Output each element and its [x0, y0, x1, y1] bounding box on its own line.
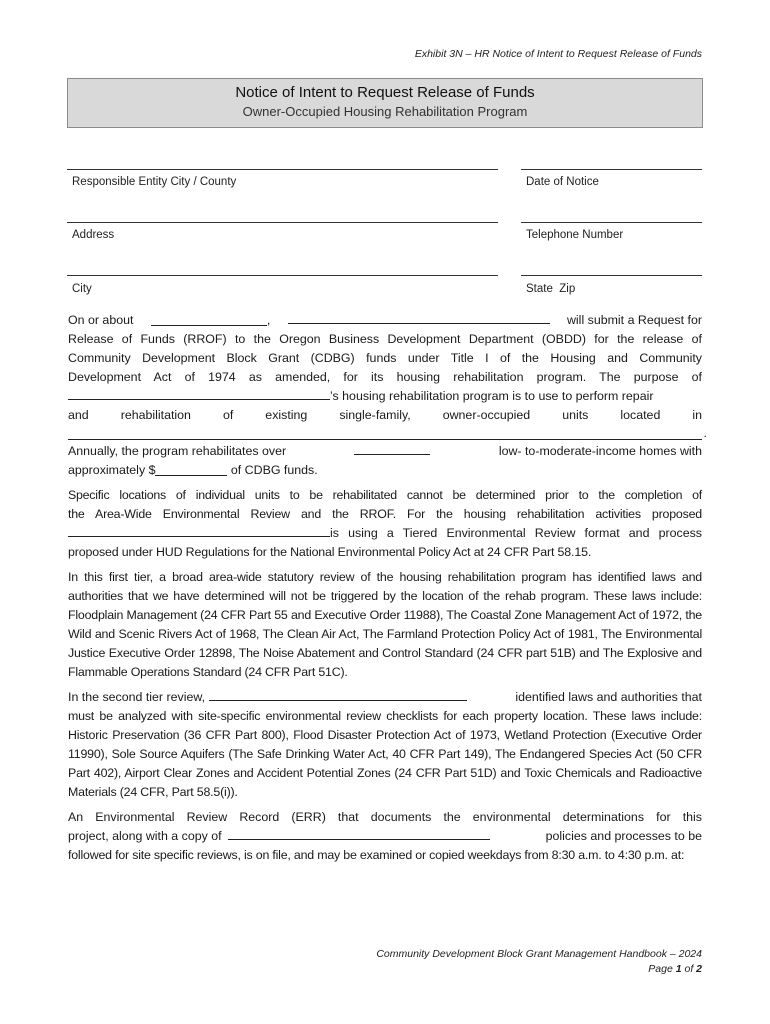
footer-page: [376, 963, 702, 975]
p1-cdbg-funds: of CDBG funds.: [227, 463, 318, 477]
homes-count-blank[interactable]: [354, 442, 430, 455]
p1-word: of: [222, 408, 234, 422]
p4-identified: identified laws and authorities that: [515, 690, 702, 704]
entity-input-line[interactable]: [67, 169, 498, 170]
entity-blank[interactable]: [288, 311, 550, 324]
p1-annually: Annually, the program rehabilitates over: [68, 444, 287, 458]
state-zip-input-line[interactable]: [521, 275, 702, 276]
p2-line-3: is using a Tiered Environmental Review format and process: [330, 526, 702, 540]
p4-second-tier: In the second tier review,: [68, 690, 206, 704]
p2-line-2: the Area-Wide Environmental Review and the RROF. For the housing rehabilitation activities proposed: [68, 507, 702, 521]
location-blank[interactable]: [68, 425, 707, 440]
exhibit-header: Exhibit 3N – HR Notice of Intent to Request Release of Funds: [414, 48, 702, 60]
p5-rest: followed for site specific reviews, is on file, and may be examined or copied weekdays from 8:30 a.m. to 4:30 p.m. at:: [68, 848, 685, 862]
date-label: Date of Notice: [526, 176, 599, 188]
p5-project-copy: project, along with a copy of: [68, 829, 222, 843]
p1-low-mod: low- to-moderate-income homes with: [498, 444, 702, 458]
amount-blank[interactable]: [155, 463, 227, 476]
p1-word: owner-occupied: [442, 408, 531, 422]
policies-blank[interactable]: [228, 827, 490, 840]
p1-word: located: [620, 408, 661, 422]
p1-will-submit: will submit a Request for: [566, 313, 702, 327]
paragraph-5: [68, 808, 702, 865]
phone-label: Telephone Number: [526, 229, 624, 241]
p1-period: .: [703, 426, 707, 440]
state-zip-label: State Zip: [526, 283, 576, 295]
footer: [376, 948, 702, 975]
notice-body: [68, 311, 707, 871]
document-title: Notice of Intent to Request Release of Funds: [235, 84, 535, 101]
p2-line-4: proposed under HUD Regulations for the National Environmental Policy Act at 24 CFR Part 58.15.: [68, 545, 592, 559]
tier-entity-blank[interactable]: [68, 524, 330, 537]
p1-line-5: ’s housing rehabilitation program is to use to perform repair: [330, 389, 654, 403]
page-of: of: [681, 963, 697, 975]
entity-label: Responsible Entity City / County: [72, 176, 237, 188]
address-label: Address: [72, 229, 115, 241]
paragraph-4: [68, 688, 702, 802]
p1-word: single-family,: [339, 408, 411, 422]
p1-word: units: [562, 408, 589, 422]
date-input-line[interactable]: [521, 169, 702, 170]
page-total: 2: [696, 963, 702, 975]
p4-rest: must be analyzed with site-specific environmental review checklists for each property location. These laws include: Historic Preservation (36 CFR Part 800), Flood Disaster Protection Act of 1973, Wetland Protection (Executive Order 11990), Sole Source Aquifers (The Safe Drinking Water Act, 40 CFR Part 149), The Endangered Species Act (50 CFR Part 402), Airport Clear Zones and Accident Potential Zones (24 CFR Part 51D) and Toxic Chemicals and Radioactive Materials (24 CFR, Part 58.5(i)).: [68, 709, 702, 799]
page-number: 1: [675, 963, 682, 975]
title-box: [67, 78, 703, 128]
document-subtitle: Owner-Occupied Housing Rehabilitation Program: [242, 104, 528, 119]
paragraph-3: In this first tier, a broad area-wide statutory review of the housing rehabilitation program has identified laws and authorities that we have determined will not be triggered by the location of the rehab program. These laws include: Floodplain Management (24 CFR Part 55 and Executive Order 11988), The Coastal Zone Management Act of 1972, the Wild and Scenic Rivers Act of 1968, The Clean Air Act, The Farmland Protection Policy Act of 1981, The Environmental Justice Executive Order 12898, The Noise Abatement and Control Standard (24 CFR part 51B) and The Explosive and Flammable Operations Standard (24 CFR Part 51C).: [68, 570, 702, 679]
p1-line-4: Development Act of 1974 as amended, for its housing rehabilitation program. The purpose of: [68, 370, 702, 384]
p1-approx: approximately $: [68, 463, 156, 477]
page-prefix: Page: [648, 963, 676, 975]
p1-line-2: Release of Funds (RROF) to the Oregon Business Development Department (OBDD) for the release of: [68, 332, 702, 346]
p1-on-about: On or about: [68, 313, 134, 327]
p5-policies: policies and processes to be: [545, 829, 702, 843]
p5-line-1: An Environmental Review Record (ERR) that documents the environmental determinations for this: [68, 810, 702, 824]
p1-line-3: Community Development Block Grant (CDBG) funds under Title I of the Housing and Community: [68, 351, 702, 365]
phone-input-line[interactable]: [521, 222, 702, 223]
date-blank[interactable]: [151, 313, 267, 326]
p1-word: in: [692, 408, 702, 422]
second-tier-blank[interactable]: [209, 688, 467, 701]
city-label: City: [72, 283, 92, 295]
p1-comma: ,: [266, 313, 271, 327]
footer-handbook: Community Development Block Grant Management Handbook – 2024: [376, 948, 702, 960]
p1-line-6: [68, 406, 702, 425]
program-owner-blank[interactable]: [68, 387, 330, 400]
paragraph-1: [68, 311, 707, 480]
city-input-line[interactable]: [67, 275, 498, 276]
p2-line-1: Specific locations of individual units to be rehabilitated cannot be determined prior to the completion of: [68, 488, 702, 502]
address-input-line[interactable]: [67, 222, 498, 223]
p1-word: rehabilitation: [120, 408, 191, 422]
p1-word: and: [68, 408, 89, 422]
paragraph-2: [68, 486, 702, 562]
p1-word: existing: [265, 408, 308, 422]
